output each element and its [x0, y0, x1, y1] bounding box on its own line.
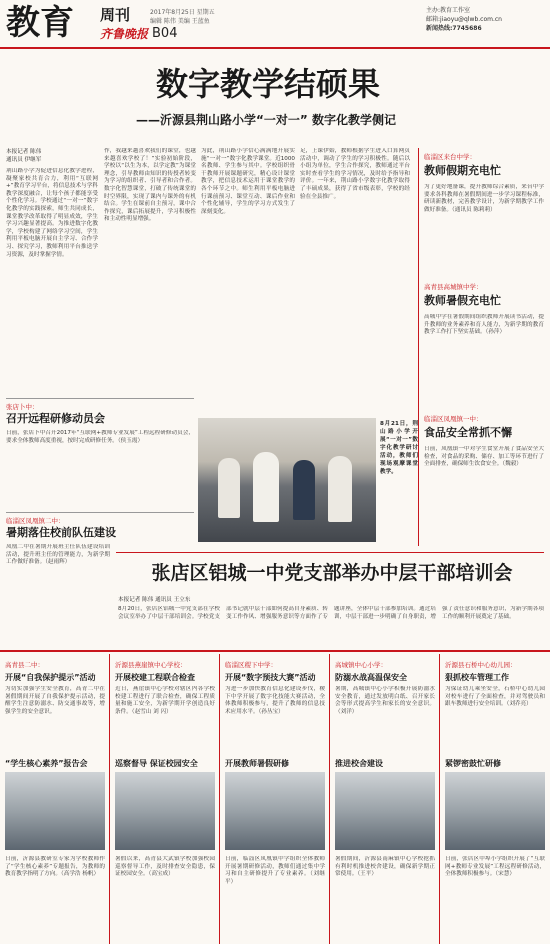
bottom-photo [335, 772, 435, 850]
bottom-photo [115, 772, 215, 850]
reporter: 本报记者 陈伟 [6, 149, 42, 155]
paper-name: 齐鲁晚报 [100, 27, 149, 41]
masthead-rule [0, 47, 550, 49]
bottom-title: 防溺水战高温保安全 [335, 673, 407, 682]
right-news-3-body: 日前，凤凰镇一中对学生食堂开展了食品安全大检查，对食品的采购、储存、加工等环节进行了全面排查，确保师生饮食安全。（魏毅） [424, 446, 544, 468]
bottom-subtitle: 开展教师暑假研修 [225, 759, 289, 768]
bottom-tag: 沂源县燕崖镇中心学校： [115, 661, 187, 669]
bottom-subbody: 暑假期间，沂源县南麻镇中心学校抢抓有利时机推进校舍建设，确保新学期正常使用。（王平） [335, 856, 435, 878]
bottom-tag: 临淄区稷下中学： [225, 661, 277, 669]
photo-figure [293, 460, 315, 520]
bottom-tag: 沂源县石桥中心幼儿园： [445, 661, 517, 669]
divider [6, 512, 194, 513]
bottom-photo [225, 772, 325, 850]
bottom-subbody: 日前，沂源县教研室专家为学校教师作了“学生核心素养”专题报告，为教师的教育教学指明了方向。（高学浩 杨帆） [5, 856, 105, 878]
feature-title: 张店区铝城一中党支部举办中层干部培训会 [151, 562, 513, 584]
bottom-subtitle: 紧锣密鼓忙研修 [445, 759, 501, 768]
bottom-body: 为保证幼儿乘坐安全，石桥中心幼儿园对校车进行了全面检查，并对驾驶员和跟车教师进行安全培训。（刘乔亮） [445, 686, 545, 708]
contact-line: 主办:教育工作室 [426, 7, 471, 14]
bottom-rule [0, 650, 550, 652]
masthead [0, 0, 550, 48]
bottom-body: 为切实加强学生安全教育，高青二中在暑假期间开展了自我保护提示活动，提醒学生注意防溺水、防交通事故等，增强学生的安全意识。 [5, 686, 105, 715]
date-line: 2017年8月25日 星期五 [150, 9, 215, 16]
bottom-photo [5, 772, 105, 850]
right-news-1-title: 教师假期充电忙 [424, 164, 501, 177]
contact-box [426, 6, 544, 33]
right-news-3-title: 食品安全常抓不懈 [424, 426, 512, 439]
left-news-2-title: 暑期落住校前队伍建设 [6, 526, 116, 539]
bottom-subbody: 日前，张店区中埠小学组织开展了“互联网+教师专业发展”工程远程研修活动，全体教师积极参与。（宋慧） [445, 856, 545, 878]
feature-body: 8月20日，张店区铝城一中党支部在学校会议室举办了中层干部培训会。学校党支部书记就中层干部如何提高自身素质、转变工作作风、增强服务意识等方面作了专题讲座，全体中层干部参加培训。通过培训，中层干部进一步明确了自身职责，增强了责任意识和服务意识，为新学期各项工作的顺利开展奠定了基础。 [118, 606, 544, 620]
photo-figure [218, 458, 240, 518]
lead-column-3: 为此，荆山路小学信心满满地开展实施“一对一”数字化教学课堂。近1000名教师、学生参与其中。学校组织骨干教师开展课题研究，精心设计课堂教学，把信息技术运用于课堂教学的各个环节之中。师生利用平板电脑进行课前预习、课堂互动、课后作业和个性化辅导，学生的学习方式发生了深刻变化。 [201, 148, 295, 215]
feature-byline: 本报记者 陈伟 通讯员 王立东 [118, 597, 191, 603]
section-title: 教育 [6, 3, 74, 43]
divider [6, 398, 194, 399]
bottom-tag: 高城镇中心小学： [335, 661, 387, 669]
editor-line: 编辑 陈伟 美编 王蓝鱼 [150, 18, 210, 25]
bottom-title: 开展“自我保护提示”活动 [5, 673, 96, 682]
bottom-subbody: 暑假以来，高青县大武镇学校加强校园巡察督导工作，及时排查安全隐患，保证校园安全。（高宝成） [115, 856, 215, 878]
photo-figure [253, 452, 279, 522]
contact-line: 新闻热线:7745686 [426, 25, 482, 32]
left-news-2-body: 凤凰二中在暑期开展班主任队伍建设培训活动，提升班主任的管理能力，为新学期工作做好准备。（赵雨辉） [6, 544, 110, 566]
bottom-subtitle: “学生核心素养”报告会 [5, 759, 88, 768]
right-column-rule [418, 148, 419, 546]
lead-subtitle: ——沂源县荆山路小学“一对一” 数字化教学侧记 [136, 113, 396, 127]
feature-rule [116, 552, 544, 553]
bottom-tag: 高青县二中： [5, 661, 44, 669]
right-news-1-body: 为了更好地备课，提升教师综合素质，来台中学要求各科教师在暑假期间进一步学习课程标准，研读新教材，完善教学设计，为新学期教学工作做好准备。（通讯员 陈莉莉） [424, 184, 544, 213]
right-news-2-tag: 高青县高城镇中学： [424, 283, 483, 291]
lead-photo-caption: 8月21日，荆山路小学开展“一对一”数字化教学研讨活动，教师们现场观摩课堂教学。 [380, 421, 418, 475]
bottom-body: 近日，燕崖镇中心学校对辖区内各学校校建工程进行了联合检查，确保工程质量和施工安全，为新学期开学创造良好条件。（赵雪山 刘 闪） [115, 686, 215, 715]
bottom-column [0, 654, 110, 944]
edition-number: B04 [152, 26, 178, 41]
lead-byline [6, 148, 76, 164]
left-news-1-tag: 张店卜中： [6, 403, 39, 411]
bottom-subbody: 日前，临淄区凤凰镇中学组织全体教师开展暑期研修活动，教师们通过集中学习和自主研修提升了专业素养。（刘继平） [225, 856, 325, 885]
correspondent: 通讯员 伊继军 [6, 157, 42, 163]
bottom-grid [0, 654, 550, 944]
right-news-2-body: 高城中学在暑假期间组织教师开展读书活动，提升教师的业务素养和育人能力，为新学期的教育教学工作打下坚实基础。（孙萍） [424, 314, 544, 336]
bottom-photo [445, 772, 545, 850]
bottom-title: 开展校建工程联合检查 [115, 673, 195, 682]
weekly-label: 周刊 [100, 6, 131, 24]
lead-column-4: 足，上课伊始，教师根据学生进入口算网页活动中，调动了学生的学习积极性。随后以小组为单位，学生合作探究，教师通过平台实时查看学生的学习情况，及时给予指导和评价。一年来，荆山路小学数字化教学取得了丰硕成果，获得了省市级表彰，学校的经验在全县推广。 [300, 148, 410, 200]
photo-figure [328, 456, 352, 522]
bottom-column [330, 654, 440, 944]
right-news-1-tag: 临淄区来台中学： [424, 153, 476, 161]
bottom-subtitle: 推进校舍建设 [335, 759, 383, 768]
right-news-2-title: 教师暑假充电忙 [424, 294, 501, 307]
left-news-2-tag: 临淄区凤凰镇二中： [6, 517, 65, 525]
contact-line: 邮箱:jiaoyu@qlwb.com.cn [426, 16, 502, 23]
left-news-1-title: 召开远程研修动员会 [6, 412, 105, 425]
lead-column-2: 作，我越来越喜欢我们的课堂，也越来越喜欢学校了！”实验初始阶段，学校以“以生为本，以学定教”为课堂理念，引导教师由知识的传授者转变为学习的组织者、引导者和合作者。数字化智慧课堂，打破了传统课堂的时空界限，实现了课内与课外的有机结合。学生在课前自主预习，课中合作探究，课后拓展提升，学习积极性和主动性明显增强。 [104, 148, 196, 223]
right-news-3-tag: 临淄区凤凰镇一中： [424, 415, 483, 423]
bottom-column [440, 654, 550, 944]
bottom-subtitle: 巡察督导 保证校园安全 [115, 759, 198, 768]
lead-photo [198, 418, 376, 542]
lead-column-1: 荆山路小学为促进信息化教学进程，凝聚家校共育合力，利用“互联网+”教育学习平台，将信息技术与学科教学深度融合，让每个孩子都能享受个性化学习。学校通过“一对一”数字化教学的实践探索，师生共同成长，课堂教学改革取得了明显成效，学生学习兴趣显著提高。为推进数字化教学，学校构建了网络学习空间，学生利用平板电脑开展自主学习、合作学习、探究学习，教师利用平台推送学习资源，及时掌握学情。 [6, 168, 98, 258]
bottom-body: 为进一步加快教育信息化建设步伐，稷下中学开展了数字化技能大赛活动，全体教师积极参与，提升了教师的信息技术应用水平。（孙丛宝） [225, 686, 325, 715]
bottom-column [220, 654, 330, 944]
bottom-body: 暑期，高城镇中心小学积极开展防溺水安全教育，通过发放明白纸、召开家长会等形式提高学生和家长的安全意识。（刘洋） [335, 686, 435, 715]
lead-title: 数字教学结硕果 [155, 65, 380, 103]
bottom-title: 狠抓校车管理工作 [445, 673, 509, 682]
left-news-1-body: 日前，张店卜中召开2017年“互联网+教师专业发展”工程远程研修动员会，要求全体教师高度重视，按时完成研修任务。（侯玉霞） [6, 430, 194, 444]
bottom-title: 开展“数字预技大赛”活动 [225, 673, 316, 682]
bottom-column [110, 654, 220, 944]
